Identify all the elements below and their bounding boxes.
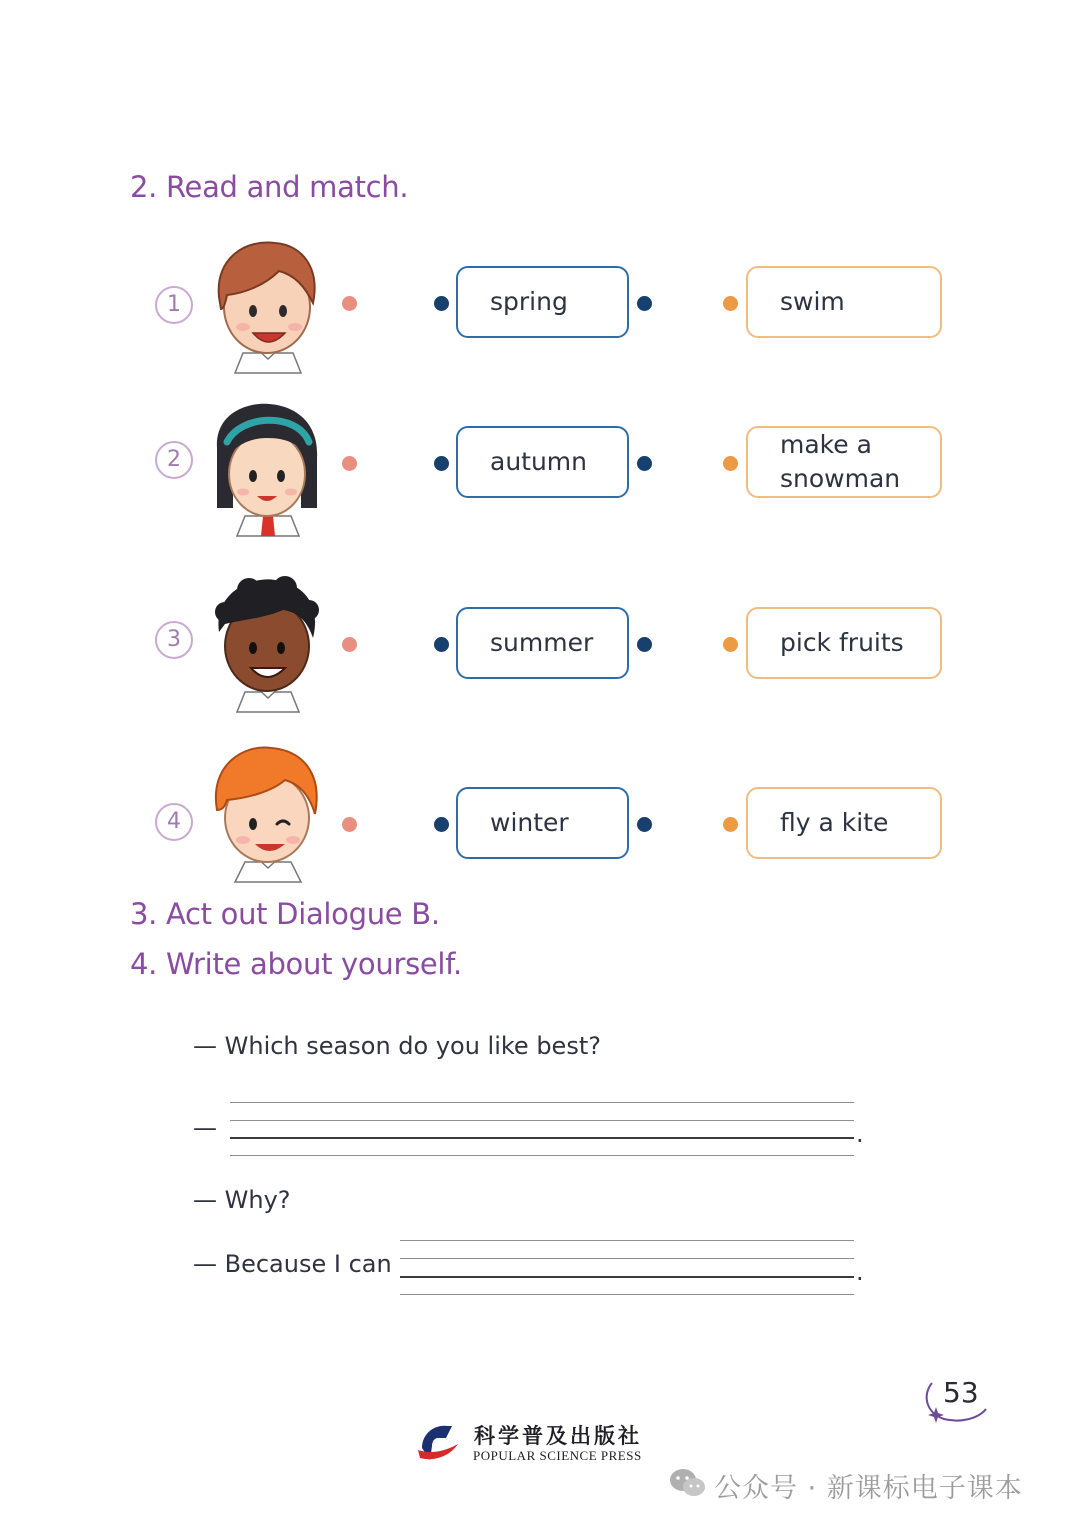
activity-box-make-a-snowman [746, 426, 942, 498]
section-4-heading: 4. Write about yourself. [130, 947, 462, 981]
page-number: 53 [943, 1376, 979, 1409]
why-text: — Why? [193, 1186, 291, 1214]
answer-dash: — [193, 1114, 217, 1142]
season-left-dot[interactable] [434, 456, 449, 471]
boy-brown-hair-avatar [205, 235, 330, 375]
because-period: . [856, 1258, 864, 1286]
season-left-dot[interactable] [434, 817, 449, 832]
activity-dot[interactable] [723, 637, 738, 652]
match-row-4 [0, 744, 1080, 884]
writing-base-line [230, 1137, 854, 1139]
row-number: 2 [155, 441, 193, 479]
child-match-dot[interactable] [342, 637, 357, 652]
activity-label: pick fruits [780, 628, 904, 657]
answer-period: . [856, 1120, 864, 1148]
child-match-dot[interactable] [342, 296, 357, 311]
boy-dark-skin-avatar [205, 576, 330, 716]
girl-black-hair-avatar [205, 398, 330, 538]
watermark-text: 公众号 · 新课标电子课本 [714, 1473, 1023, 1504]
child-match-dot[interactable] [342, 817, 357, 832]
season-box-spring [456, 266, 629, 338]
wechat-icon [668, 1466, 708, 1500]
publisher-name-en: POPULAR SCIENCE PRESS [473, 1448, 642, 1463]
row-number: 3 [155, 621, 193, 659]
row-number: 1 [155, 286, 193, 324]
activity-dot[interactable] [723, 296, 738, 311]
season-label: spring [490, 287, 568, 316]
season-right-dot[interactable] [637, 456, 652, 471]
activity-label: swim [780, 287, 845, 316]
season-label: winter [490, 808, 569, 837]
activity-dot[interactable] [723, 456, 738, 471]
publisher-logo [416, 1420, 460, 1464]
season-box-autumn [456, 426, 629, 498]
activity-dot[interactable] [723, 817, 738, 832]
writing-guide-line [400, 1294, 854, 1295]
because-text: — Because I can [193, 1250, 392, 1278]
writing-guide-line [230, 1155, 854, 1156]
season-box-summer [456, 607, 629, 679]
season-label: autumn [490, 447, 588, 476]
activity-label: fly a kite [780, 808, 889, 837]
writing-guide-line [400, 1240, 854, 1241]
activity-box-fly-a-kite [746, 787, 942, 859]
season-left-dot[interactable] [434, 637, 449, 652]
season-right-dot[interactable] [637, 637, 652, 652]
section-2-heading: 2. Read and match. [130, 170, 409, 204]
season-box-winter [456, 787, 629, 859]
season-left-dot[interactable] [434, 296, 449, 311]
season-right-dot[interactable] [637, 817, 652, 832]
writing-base-line [400, 1276, 854, 1278]
season-label: summer [490, 628, 594, 657]
row-number: 4 [155, 803, 193, 841]
activity-label: make a snowman [780, 430, 901, 493]
publisher-name-cn: 科学普及出版社 [474, 1423, 642, 1448]
section-3-heading: 3. Act out Dialogue B. [130, 897, 440, 931]
boy-orange-hair-avatar [205, 744, 330, 884]
activity-box-pick-fruits [746, 607, 942, 679]
match-row-2 [0, 398, 1080, 538]
writing-guide-line [230, 1102, 854, 1103]
writing-guide-line [400, 1258, 854, 1259]
activity-box-swim [746, 266, 942, 338]
child-match-dot[interactable] [342, 456, 357, 471]
match-row-1 [0, 235, 1080, 375]
season-right-dot[interactable] [637, 296, 652, 311]
writing-guide-line [230, 1120, 854, 1121]
match-row-3 [0, 576, 1080, 716]
question-text: — Which season do you like best? [193, 1032, 601, 1060]
